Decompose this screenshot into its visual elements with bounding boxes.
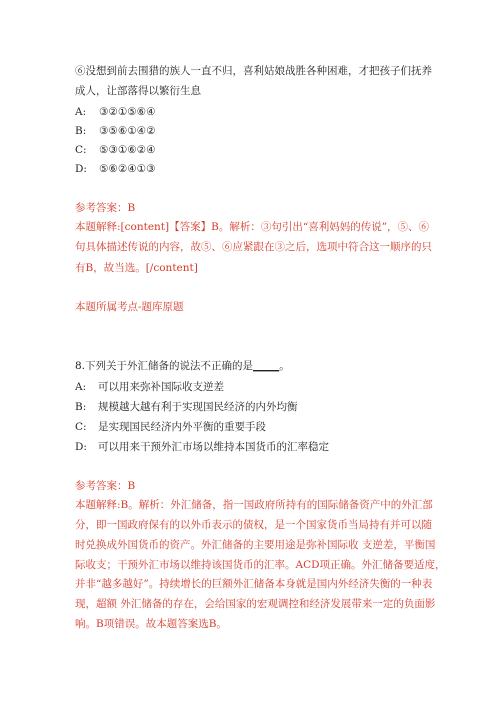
q8-explanation-line5: 并非“越多越好”。持续增长的巨额外汇储备本身就是国内外经济失衡的一种表 — [75, 578, 433, 590]
q8-explanation-line1: 本题解释:B。解析：外汇储备，指一国政府所持有的国际储备资产中的外汇部 — [75, 499, 433, 511]
option-label: C: — [75, 144, 87, 156]
q7-option-a — [75, 105, 155, 119]
option-text: ⑤③①⑥②④ — [99, 144, 156, 156]
q7-option-c — [75, 143, 155, 157]
option-label: A: — [75, 106, 87, 118]
q7-explanation-line3: 有B，故当选。[/content] — [75, 262, 198, 274]
question-text: 8.下列关于外汇储备的说法不正确的是 — [75, 360, 254, 372]
q7-item6-line1: ⑥没想到前去围猎的族人一直不归，喜利姑娘战胜各种困难，才把孩子们抚养 — [75, 65, 432, 77]
option-text: ⑤⑥②④①③ — [99, 163, 156, 175]
option-label: D: — [75, 163, 87, 175]
q8-explanation-line3: 时兑换成外国货币的资产。外汇储备的主要用途是弥补国际收 支逆差，平衡国 — [75, 539, 436, 551]
option-text: 可以用来干预外汇市场以维持本国货币的汇率稳定 — [98, 441, 329, 453]
q8-option-d — [75, 440, 329, 454]
q7-explanation-line2: 句具体描述传说的内容，故⑤、⑥应紧跟在③之后，选项中符合这一顺序的只 — [75, 241, 432, 253]
q8-explanation-line6: 现，超额 外汇储备的存在，会给国家的宏观调控和经济发展带来一定的负面影 — [75, 598, 436, 610]
q7-source: 本题所属考点-题库原题 — [75, 301, 184, 313]
option-label: D: — [75, 441, 87, 453]
option-label: B: — [75, 401, 87, 413]
q8-question — [75, 359, 290, 373]
q8-explanation-line7: 响。B项错误。故本题答案选B。 — [75, 618, 227, 630]
option-label: C: — [75, 421, 87, 433]
q7-answer: 参考答案：B — [75, 202, 136, 214]
q8-explanation-line2: 分，即一国政府保有的以外币表示的债权，是一个国家货币当局持有并可以随 — [75, 519, 432, 531]
option-text: ③⑤⑥①④② — [99, 125, 156, 137]
q8-option-b — [75, 400, 298, 414]
q8-option-c — [75, 420, 266, 434]
option-text: ③②①⑤⑥④ — [99, 106, 156, 118]
q7-option-b — [75, 124, 155, 138]
q7-option-d — [75, 162, 155, 176]
q7-item6-line2: 成人，让部落得以繁衍生息 — [75, 85, 201, 97]
q8-option-a — [75, 380, 224, 394]
q8-answer: 参考答案：B — [75, 480, 136, 492]
option-text: 可以用来弥补国际收支逆差 — [98, 381, 224, 393]
question-suffix: 。 — [279, 360, 290, 372]
option-label: B: — [75, 125, 87, 137]
option-label: A: — [75, 381, 87, 393]
option-text: 规模越大越有利于实现国民经济的内外均衡 — [98, 401, 298, 413]
q8-explanation-line4: 际收支；干预外汇市场以维持该国货币的汇率。ACD项正确。外汇储备要适度， — [75, 559, 446, 571]
option-text: 是实现国民经济内外平衡的重要手段 — [98, 421, 266, 433]
q7-explanation-line1: 本题解释:[content]【答案】B。解析：③句引出“喜利妈妈的传说”，⑤、⑥ — [75, 221, 430, 233]
question-blank: _____ — [253, 360, 280, 372]
